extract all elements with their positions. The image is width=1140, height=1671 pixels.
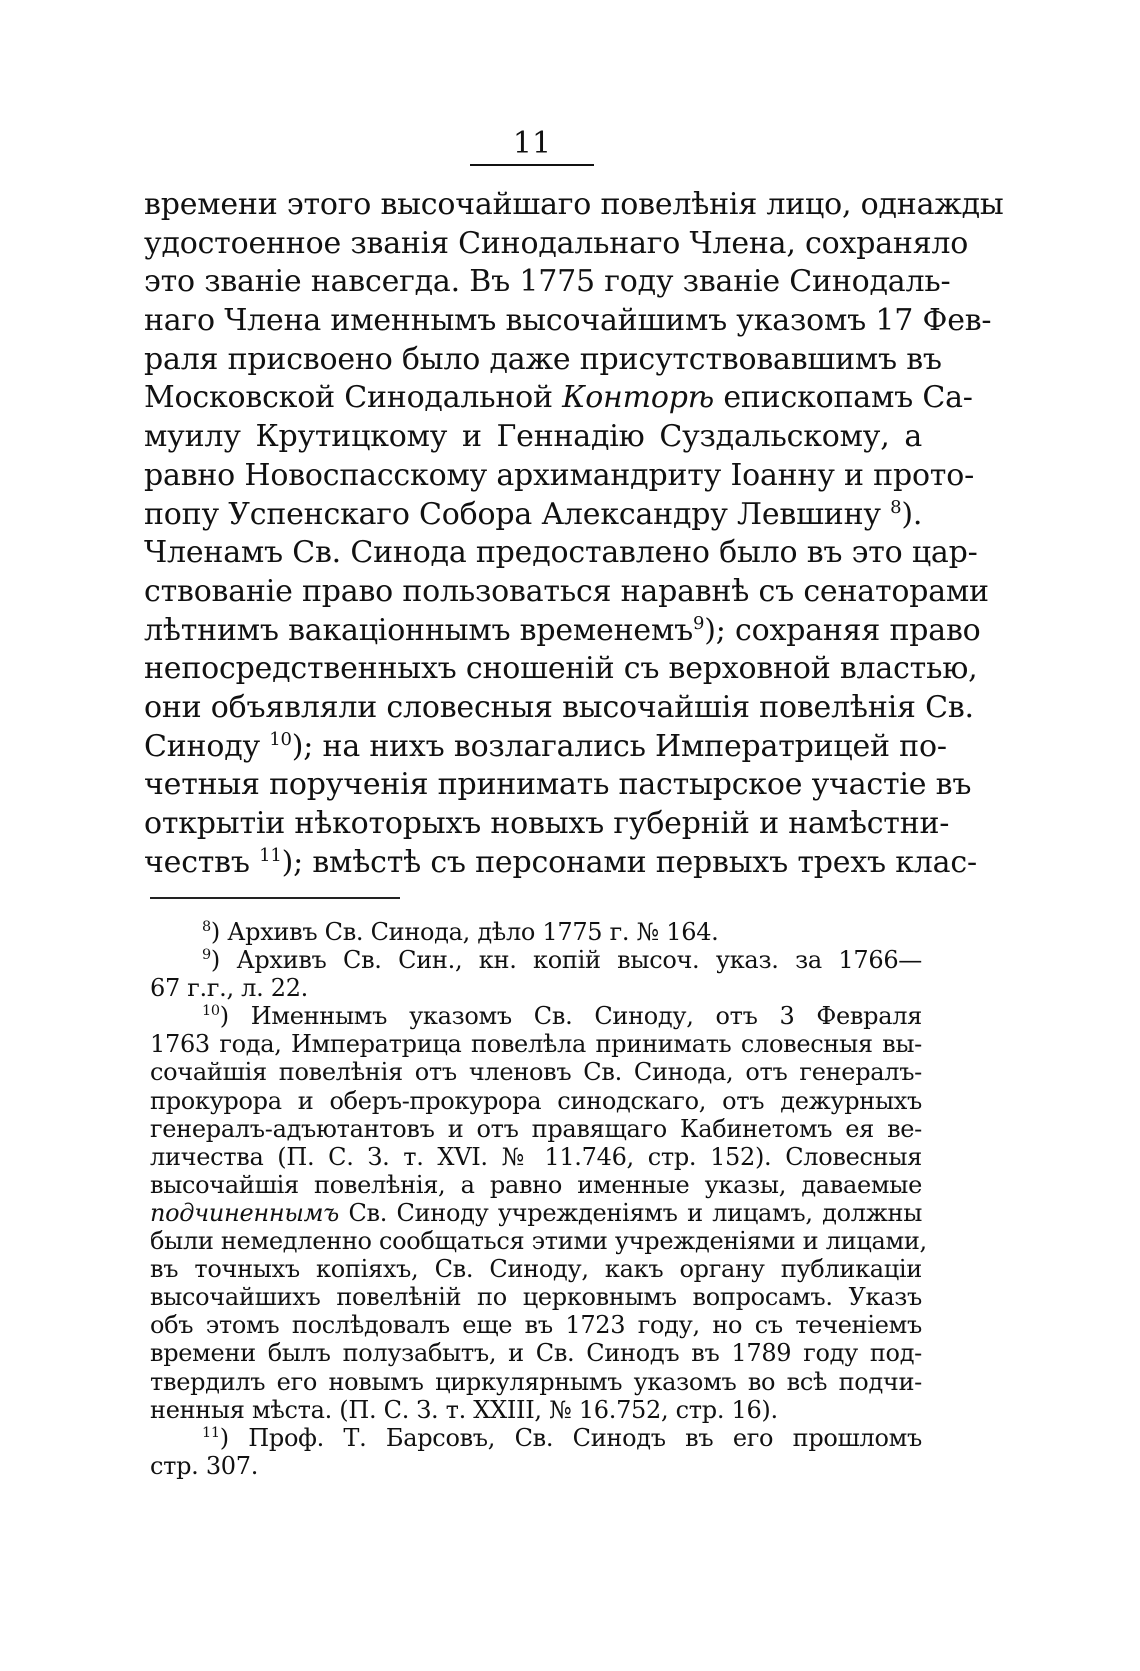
footnote-11 [150, 1424, 922, 1452]
footnote-9 [150, 946, 922, 974]
text-line: четныя порученія принимать пастырское участіе въ [144, 767, 972, 803]
footnote-text: ) Архивъ Св. Син., кн. копій высоч. указ. за 1766— [210, 946, 922, 975]
text-line: удостоенное званія Синодальнаго Члена, сохраняло [144, 225, 969, 261]
footnote-line: въ точныхъ копіяхъ, Св. Синоду, какъ органу публикаціи [150, 1255, 922, 1284]
footnote-line: 1763 года, Императрица повелѣла принимать словесныя вы- [150, 1030, 922, 1059]
text-line [144, 612, 981, 651]
footnote-text: ) Именнымъ указомъ Св. Синоду, отъ 3 Февраля [219, 1002, 922, 1031]
footnote-ref: 8 [890, 496, 902, 518]
text-segment: епископамъ Са- [714, 380, 973, 416]
text-segment: Московской Синодальной [144, 380, 563, 416]
text-segment: ); сохраняя право [704, 612, 981, 648]
text-segment: чествъ [144, 844, 260, 880]
text-segment: Синоду [144, 728, 270, 764]
footnote-line: высочайшихъ повелѣній по церковнымъ вопросамъ. Указъ [150, 1283, 922, 1312]
text-line: ствованіе право пользоваться наравнѣ съ сенаторами [144, 573, 989, 609]
footnotes [150, 918, 927, 1480]
text-line: Членамъ Св. Синода предоставлено было въ это цар- [144, 535, 978, 571]
footnote-10 [150, 1002, 922, 1030]
page-number-underline [470, 164, 594, 166]
text-segment: ); на нихъ возлагались Императрицей по- [291, 728, 947, 764]
footnote-8 [150, 918, 922, 946]
text-line [144, 844, 977, 883]
text-segment: ); вмѣстѣ съ персонами первыхъ трехъ клас- [281, 844, 977, 880]
footnote-line: высочайшія повелѣнія, а равно именные указы, даваемые [150, 1170, 922, 1199]
text-segment: лѣтнимъ вакаціоннымъ временемъ [144, 612, 693, 648]
footnote-line: твердилъ его новымъ циркулярнымъ указомъ во всѣ подчи- [150, 1367, 922, 1396]
footnote-separator [150, 897, 400, 899]
text-line: равно Новоспасскому архимандриту Іоанну и прото- [144, 457, 975, 493]
footnote-ref: 11 [259, 844, 282, 866]
footnote-text: ) Проф. Т. Барсовъ, Св. Синодъ въ его прошломъ [219, 1423, 922, 1452]
footnote-line: личества (П. С. З. т. XVI. № 11.746, стр. 152). Словесныя [150, 1142, 922, 1171]
footnote-mark: 9 [202, 947, 211, 964]
footnote-mark: 10 [202, 1003, 220, 1020]
text-line: времени этого высочайшаго повелѣнія лицо, однажды [144, 187, 1004, 222]
footnote-text: ) Архивъ Св. Синода, дѣло 1775 г. № 164. [210, 918, 719, 946]
text-line: муилу Крутицкому и Геннадію Суздальскому, а [144, 419, 922, 455]
text-line: наго Члена именнымъ высочайшимъ указомъ 17 Фев- [144, 303, 992, 339]
footnote-line: сочайшія повелѣнія отъ членовъ Св. Синода, отъ генералъ- [150, 1058, 922, 1087]
text-segment: попу Успенскаго Собора Александру Левшину [144, 496, 891, 532]
footnote-mark: 8 [202, 919, 211, 935]
footnote-line: 67 г.г., л. 22. [150, 974, 309, 1003]
text-line [144, 728, 947, 767]
text-line: это званіе навсегда. Въ 1775 году званіе Синодаль- [144, 264, 951, 300]
italic-word: подчиненнымъ [150, 1198, 339, 1227]
page-number: 11 [512, 126, 552, 161]
text-segment: ). [901, 496, 923, 532]
footnote-line: ненныя мѣста. (П. С. З. т. XXIII, № 16.752, стр. 16). [150, 1395, 778, 1424]
footnote-line: стр. 307. [150, 1451, 259, 1480]
text-segment: Св. Синоду учрежденіямъ и лицамъ, должны [338, 1198, 922, 1227]
text-line: они объявляли словесныя высочайшія повелѣнія Св. [144, 689, 974, 725]
text-line: непосредственныхъ сношеній съ верховной властью, [144, 651, 978, 687]
text-line: раля присвоено было даже присутствовавшимъ въ [144, 341, 942, 377]
text-line: открытіи нѣкоторыхъ новыхъ губерній и намѣстни- [144, 806, 950, 841]
footnote-line: генералъ-адъютантовъ и отъ правящаго Кабинетомъ ея ве- [150, 1114, 922, 1143]
footnote-ref: 9 [693, 612, 705, 634]
footnote-line: были немедленно сообщаться этими учрежденіями и лицами, [150, 1227, 927, 1256]
footnote-ref: 10 [269, 728, 292, 750]
text-line [144, 496, 922, 535]
footnote-line: прокурора и оберъ-прокурора синодскаго, отъ дежурныхъ [150, 1086, 922, 1115]
footnote-mark: 11 [202, 1424, 220, 1441]
footnote-line: времени былъ полузабытъ, и Св. Синодъ въ 1789 году под- [150, 1339, 922, 1368]
italic-word: Конторѣ [562, 380, 714, 416]
main-text [144, 186, 1004, 882]
text-line [144, 379, 973, 418]
footnote-line: объ этомъ послѣдовалъ еще въ 1723 году, но съ теченіемъ [150, 1311, 922, 1340]
footnote-line [150, 1199, 922, 1227]
